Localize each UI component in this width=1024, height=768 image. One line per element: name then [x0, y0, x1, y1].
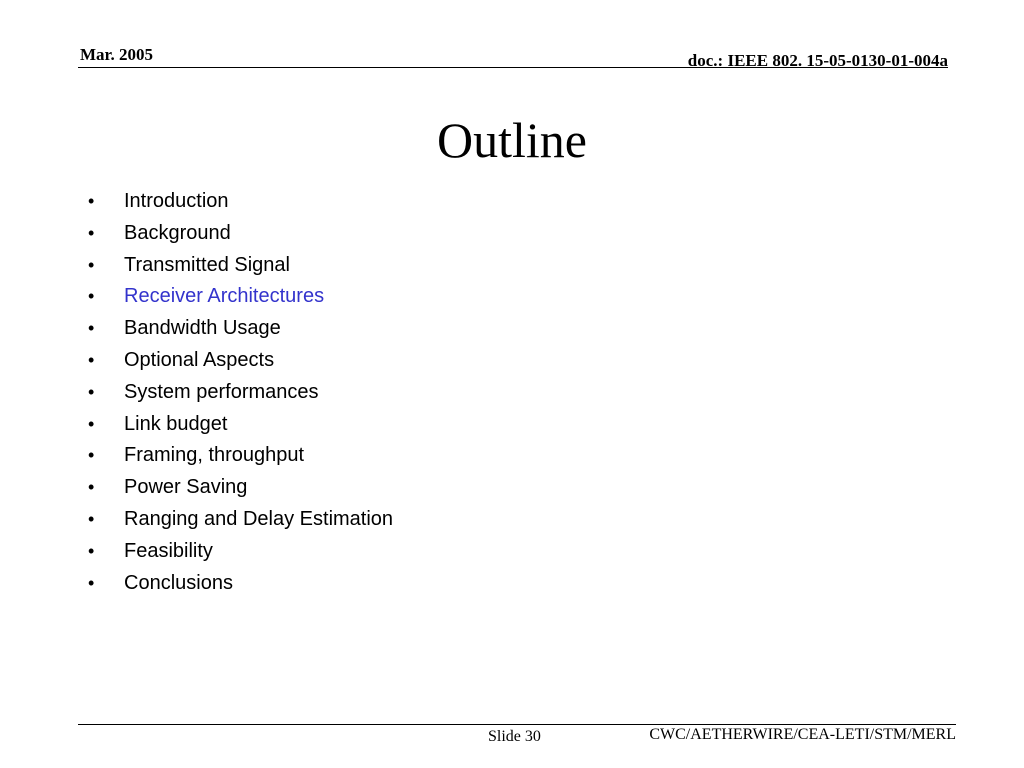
outline-item-label: Optional Aspects	[124, 348, 275, 371]
bullet-icon: •	[88, 572, 95, 593]
slide-number: Slide 30	[488, 728, 541, 745]
header-date: Mar. 2005	[80, 45, 154, 64]
outline-item-label: Power Saving	[124, 476, 248, 499]
bullet-icon: •	[88, 445, 95, 466]
outline-item-label: Conclusions	[124, 571, 233, 594]
bullet-icon: •	[88, 508, 95, 529]
outline-item-label: Bandwidth Usage	[124, 317, 281, 340]
footer-divider	[78, 724, 956, 725]
slide-title: Outline	[437, 112, 587, 168]
bullet-icon: •	[88, 222, 95, 243]
header-divider	[78, 67, 948, 68]
header-doc-id: doc.: IEEE 802. 15-05-0130-01-004a	[687, 51, 948, 70]
outline-item-label: Ranging and Delay Estimation	[124, 507, 394, 530]
outline-item-label: Transmitted Signal	[124, 253, 290, 276]
outline-item-label: Receiver Architectures	[124, 285, 325, 308]
bullet-icon: •	[88, 540, 95, 561]
bullet-icon: •	[88, 191, 95, 211]
outline-item-label: Introduction	[124, 190, 229, 212]
bullet-icon: •	[88, 318, 95, 339]
bullet-icon: •	[88, 477, 95, 498]
outline-item-label: Framing, throughput	[124, 444, 305, 467]
bullet-icon: •	[88, 381, 95, 402]
outline-item-label: System performances	[124, 380, 319, 403]
bullet-icon: •	[88, 349, 95, 370]
bullet-icon: •	[88, 286, 95, 307]
outline-item-label: Feasibility	[124, 539, 213, 562]
bullet-icon: •	[88, 254, 95, 275]
outline-item-label: Background	[124, 221, 231, 244]
outline-item-label: Link budget	[124, 412, 228, 435]
footer-organizations: CWC/AETHERWIRE/CEA-LETI/STM/MERL	[649, 726, 956, 743]
bullet-icon: •	[88, 413, 95, 434]
